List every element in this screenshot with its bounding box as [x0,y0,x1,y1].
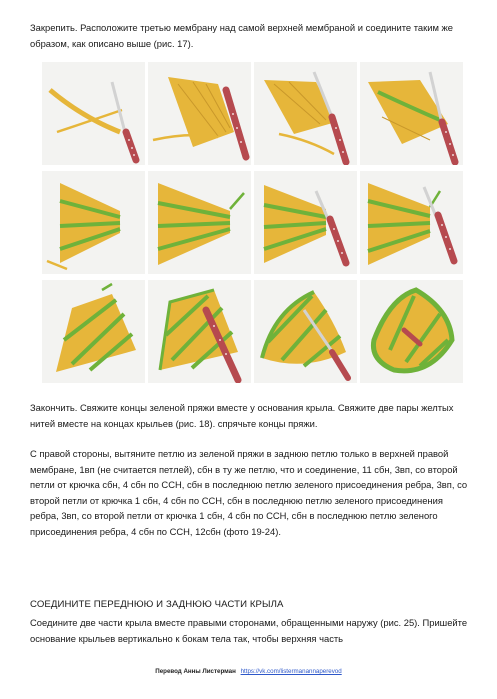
photo-4 [360,62,463,165]
photo-10 [148,280,251,383]
photo-7 [254,171,357,274]
footer-link[interactable]: https://vk.com/listermanannaperevod [240,668,342,675]
page-footer [0,668,497,675]
photo-8 [360,171,463,274]
steps-paragraph: С правой стороны, вытяните петлю из зеленой пряжи в заднюю петлю только в верхней правой мембране, 1вп (не считается петлей), сбн в ту же петлю, что и соединение, 11 сбн, 3вп, со второй петли от крючка сбн, 4 сбн по ССН, сбн в последнюю петлю зеленого присоединения ребра, 3вп, со второй петли от крючка 1 сбн, 4 сбн по ССН, сбн в последнюю петлю зеленого присоединения ребра, 3вп, со второй петли от крючка 1 сбн, 4 сбн по ССН, сбн в последнюю петлю зеленого присоединения ребра, 4 сбн по ССН, 12сбн (фото 19-24). [30,448,468,537]
photo-grid [42,62,464,384]
finish-paragraph: Закончить. Свяжите концы зеленой пряжи вместе у основания крыла. Свяжите две пары желтых нитей вместе на концах крыльев (рис. 18). спрячьте концы пряжи. [30,402,454,429]
intro-paragraph: Закрепить. Расположите третью мембрану над самой верхней мембраной и соедините таким же образом, как описано выше (рис. 17). [30,22,453,49]
photo-6 [148,171,251,274]
join-paragraph: Соедините две части крыла вместе правыми сторонами, обращенными наружу (рис. 25). Пришейте основание крыльев вертикально к бокам тела так, чтобы верхняя часть [30,617,468,644]
photo-11 [254,280,357,383]
photo-1 [42,62,145,165]
footer-author: Перевод Анны Листерман [155,668,236,675]
photo-5 [42,171,145,274]
photo-3 [254,62,357,165]
photo-2 [148,62,251,165]
section-heading: СОЕДИНИТЕ ПЕРЕДНЮЮ И ЗАДНЮЮ ЧАСТИ КРЫЛА [30,599,284,610]
photo-12 [360,280,463,383]
photo-9 [42,280,145,383]
